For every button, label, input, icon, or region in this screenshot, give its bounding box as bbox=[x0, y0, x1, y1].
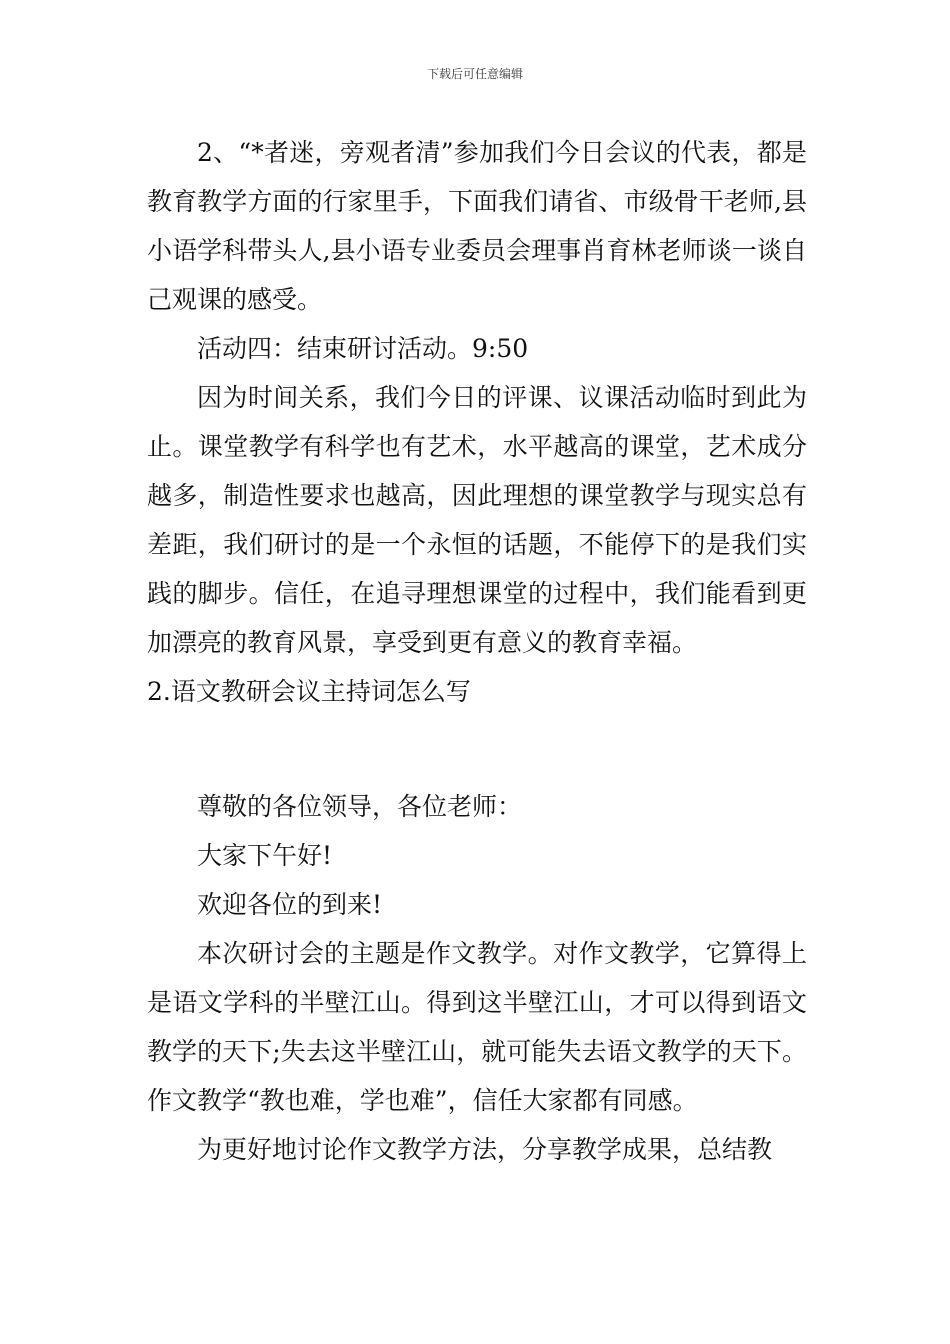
paragraph-theme: 本次研讨会的主题是作文教学。对作文教学，它算得上是语文学科的半壁江山。得到这半壁江山，才可以得到语文教学的天下;失去这半壁江山，就可能失去语文教学的天下。作文教学“教也难，学也难”，信任大家都有同感。 bbox=[147, 939, 807, 1115]
paragraph-greeting: 尊敬的各位领导，各位老师： bbox=[197, 792, 523, 821]
section-heading: 2.语文教研会议主持词怎么写 bbox=[147, 677, 471, 706]
paragraph-welcome: 欢迎各位的到来! bbox=[197, 890, 383, 919]
paragraph-good-afternoon: 大家下午好! bbox=[197, 841, 333, 870]
document-body bbox=[147, 128, 807, 1174]
paragraph-purpose: 为更好地讨论作文教学方法，分享教学成果，总结教 bbox=[197, 1135, 773, 1164]
page-header: 下载后可任意编辑 bbox=[426, 67, 523, 81]
paragraph-activity-four: 活动四：结束研讨活动。9:50 bbox=[197, 334, 529, 363]
section-gap bbox=[147, 716, 807, 782]
paragraph-observation: 2、“*者迷，旁观者清”参加我们今日会议的代表，都是教育教学方面的行家里手，下面我们请省、市级骨干老师,县小语学科带头人,县小语专业委员会理事肖育林老师谈一谈自己观课的感受。 bbox=[147, 138, 807, 314]
paragraph-closing: 因为时间关系，我们今日的评课、议课活动临时到此为止。课堂教学有科学也有艺术，水平越高的课堂，艺术成分越多，制造性要求也越高，因此理想的课堂教学与现实总有差距，我们研讨的是一个永恒的话题，不能停下的是我们实践的脚步。信任，在追寻理想课堂的过程中，我们能看到更加漂亮的教育风景，享受到更有意义的教育幸福。 bbox=[147, 383, 807, 657]
